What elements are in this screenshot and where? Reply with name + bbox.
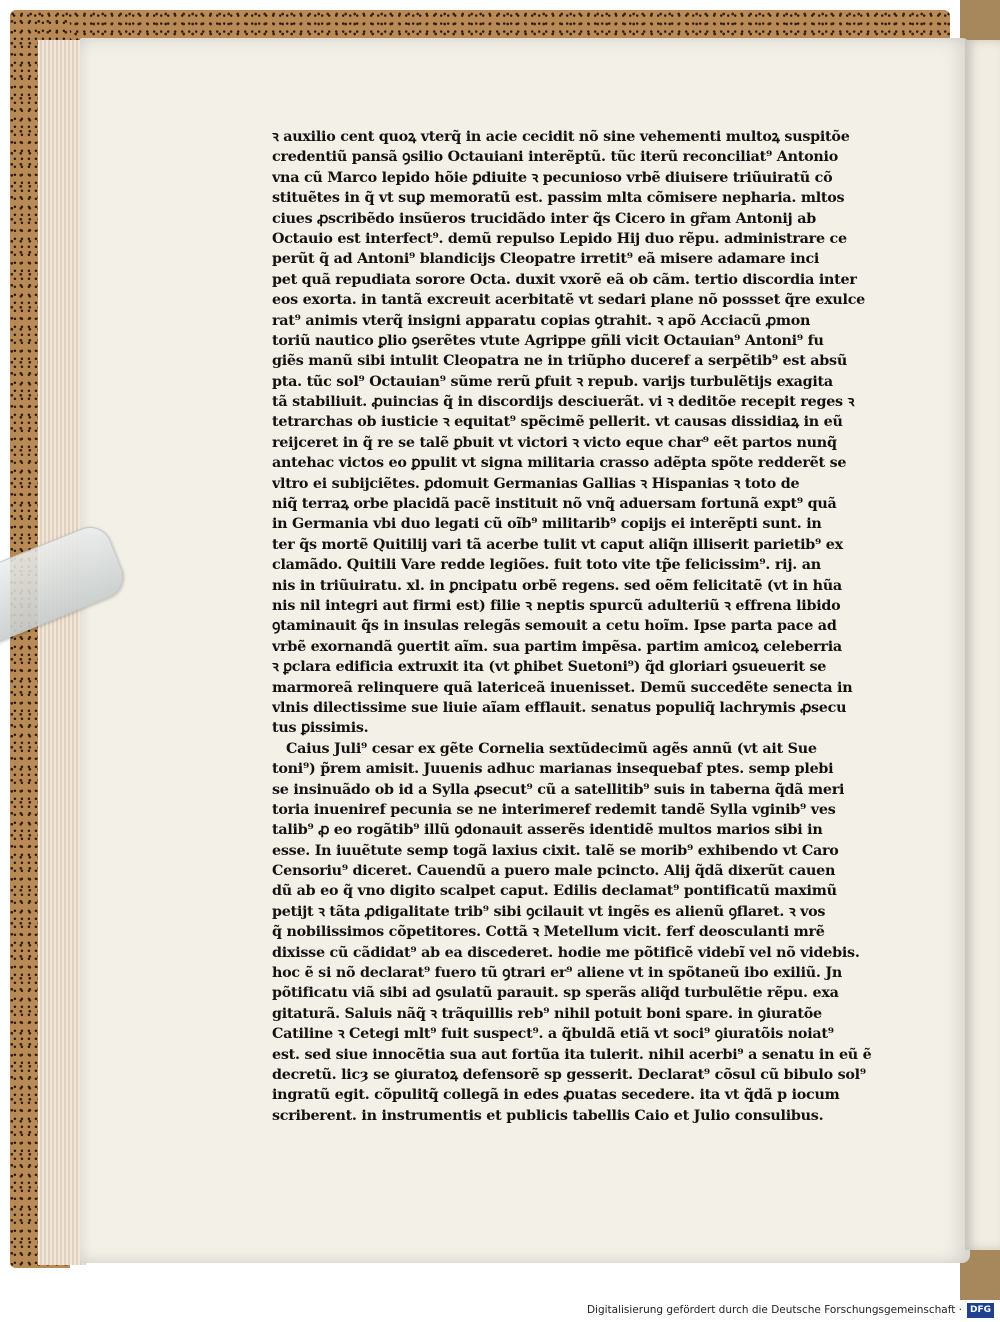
text-line: gitaturã. Saluis nãq̃ ꝛ trãquillis reb⁹ nihil potuit boni spare. in ꝯiuratõe	[272, 1005, 822, 1022]
footer-bar	[0, 1300, 1000, 1322]
text-line: toriũ nautico ꝑlio ꝯserẽtes vtute Agrippe gñli vicit Octauian⁹ Antoni⁹ fu	[272, 332, 824, 349]
text-line: eos exorta. in tantã excreuit acerbitatẽ vt sedari plane nõ possset q̃re exulce	[272, 292, 866, 309]
text-line: ꝯtaminauit q̃s in insulas relegãs semouit a cetu hoĩm. Ipse parta pace ad	[272, 618, 837, 635]
text-line: q̃ nobilissimos cõpetitores. Cottã ꝛ Metellum vicit. ferf deosculanti mrẽ	[272, 924, 825, 941]
text-line: ter q̃s mortẽ Quitilij vari tã acerbe tulit vt caput aliq̃n illiserit parietib⁹ ex	[272, 536, 843, 553]
text-line: pta. tũc sol⁹ Octauian⁹ sũme rerũ ꝑfuit ꝛ repub. varijs turbulẽtijs exagita	[272, 373, 833, 390]
text-line: Octauio est interfect⁹. demũ repulso Lepido Hij duo rẽpu. administrare ce	[272, 230, 847, 247]
text-line: petijt ꝛ tãta ꝓdigalitate trib⁹ sibi ꝯcilauit vt ingẽs es alienũ ꝯflaret. ꝛ vos	[272, 903, 826, 920]
text-line: antehac victos eo ꝑpulit vt signa militaria crasso adẽpta spõte redderẽt se	[272, 455, 847, 472]
text-line: pet quã repudiata sorore Octa. duxit vxorẽ eã ob cãm. tertio discordia inter	[272, 271, 857, 288]
text-line: niq̃ terraꝝ orbe placidã pacẽ instituit nõ vnq̃ aduersam fortunã expt⁹ quã	[272, 496, 837, 513]
text-line: nis nil integri aut firmi est) filie ꝛ neptis spurcũ adulteriũ ꝛ effrena libido	[272, 597, 841, 614]
text-line: vrbẽ exornandã ꝯuertit aĩm. sua partim impẽsa. partim amicoꝝ celeberria	[272, 638, 842, 655]
text-line: toria inueniref pecunia se ne interimeref redemit tandẽ Sylla vginib⁹ ves	[272, 801, 836, 818]
text-line: tã stabiliuit. ꝓuincias q̃ in discordijs desciuerãt. vi ꝛ deditõe recepit reges ꝛ	[272, 394, 855, 411]
text-line: reijceret in q̃ re se talẽ ꝑbuit vt victori ꝛ victo eque char⁹ eẽt partos nunq̃	[272, 434, 837, 451]
text-line: esse. In iuuẽtute semp togã laxius cixit. talẽ se morib⁹ exhibendo vt Caro	[272, 842, 839, 859]
text-line: tus ꝑissimis.	[272, 720, 369, 737]
text-line: talib⁹ ꝓ eo rogãtib⁹ illũ ꝯdonauit asserẽs identidẽ multos marios sibi in	[272, 822, 823, 839]
text-line: dũ ab eo q̃ vno digito scalpet caput. Edilis declamat⁹ pontificatũ maximũ	[272, 883, 837, 900]
text-line: scriberent. in instrumentis et publicis tabellis Caio et Julio consulibus.	[272, 1107, 824, 1124]
text-line: ꝛ auxilio cent quoꝝ vterq̃ in acie cecidit nõ sine vehementi multoꝝ suspitõe	[272, 129, 850, 145]
text-line	[272, 1126, 908, 1146]
text-line: vlnis dilectissime sue liuie aĩam efflauit. senatus populiq̃ lachrymis ꝓsecu	[272, 699, 847, 716]
text-line: Caius Juli⁹ cesar ex gẽte Cornelia sextũdecimũ agẽs annũ (vt ait Sue	[286, 740, 817, 757]
text-line: giẽs manũ sibi intulit Cleopatra ne in triũpho duceref a serpẽtib⁹ est absũ	[272, 353, 847, 370]
text-line: se insinuãdo ob id a Sylla ꝓsecut⁹ cũ a satellitib⁹ suis in taberna q̃dã meri	[272, 781, 845, 798]
page-edges	[38, 40, 86, 1265]
text-line: nis in triũuiratu. xl. in ꝑncipatu orbẽ regens. sed oẽm felicitatẽ (vt in hũa	[272, 577, 842, 594]
text-line: hoc ẽ si nõ declarat⁹ fuero tũ ꝯtrari er⁹ aliene vt in spõtaneũ ibo exiliũ. Jn	[272, 965, 843, 982]
text-line: ciues ꝓscribẽdo insũeros trucidãdo inter q̃s Cicero in gr̃am Antonij ab	[272, 210, 816, 227]
text-line: dixisse cũ cãdidat⁹ ab ea discederet. hodie me põtificẽ videbĩ vel nõ videbis.	[272, 944, 860, 961]
text-line: perũt q̃ ad Antoni⁹ blandicijs Cleopatre irretit⁹ eã misere adamare inci	[272, 251, 820, 268]
facing-page-edge	[965, 40, 1000, 1250]
dfg-logo: DFG	[967, 1303, 994, 1318]
funding-credit: Digitalisierung gefördert durch die Deutsche Forschungsgemeinschaft ·	[586, 1304, 962, 1316]
text-line: credentiũ pansã ꝯsilio Octauiani interẽptũ. tũc iterũ reconciliat⁹ Antonio	[272, 149, 839, 166]
text-line: stituẽtes in q̃ vt suꝑ memoratũ est. passim mlta cõmisere nepharia. mltos	[272, 190, 845, 207]
text-block	[272, 127, 908, 1147]
text-line: rat⁹ animis vterq̃ insigni apparatu copias ꝯtrahit. ꝛ apõ Acciacũ ꝓmon	[272, 312, 811, 329]
text-line: Censoriu⁹ diceret. Cauendũ a puero male pcincto. Alij q̃dã dixerũt cauen	[272, 863, 836, 880]
text-line: in Germania vbi duo legati cũ oĩb⁹ militarib⁹ copijs ei interẽpti sunt. in	[272, 516, 822, 533]
text-line: Catiline ꝛ Cetegi mlt⁹ fuit suspect⁹. a q̃buldã etiã vt soci⁹ ꝯiuratõis noiat⁹	[272, 1026, 834, 1043]
text-line: põtificatu viã sibi ad ꝯsulatũ parauit. sp sperãs aliq̃d turbulẽtie rẽpu. exa	[272, 985, 839, 1002]
text-line: toni⁹) p̃rem amisit. Juuenis adhuc marianas insequebaf ptes. semp plebi	[272, 761, 834, 778]
text-line: est. sed siue innocẽtia sua aut fortũa ita tulerit. nihil acerbi⁹ a senatu in eũ ẽ	[272, 1046, 872, 1063]
text-line: decretũ. licȝ se ꝯiuratoꝝ defensorẽ sp gesserit. Declarat⁹ cõsul cũ bibulo sol⁹	[272, 1066, 866, 1083]
text-line: marmoreã relinquere quã latericeã inuenisset. Demũ succedẽte senecta in	[272, 679, 853, 696]
text-line: vltro ei subijciẽtes. ꝑdomuit Germanias Gallias ꝛ Hispanias ꝛ toto de	[272, 475, 800, 492]
text-line: vna cũ Marco lepido hõie ꝑdiuite ꝛ pecunioso vrbẽ diuisere triũuiratũ cõ	[272, 169, 833, 186]
text-line: ꝛ ꝑclara edificia extruxit ita (vt ꝑhibet Suetoni⁹) q̃d gloriari ꝯsueuerit se	[272, 659, 827, 676]
text-line: clamãdo. Quitili Vare redde legiões. fuit toto vite tp̃e felicissim⁹. rij. an	[272, 557, 821, 574]
text-line: ingratũ egit. cõpulitq̃ collegã in edes ꝓuatas secedere. ita vt q̃dã p iocum	[272, 1087, 840, 1104]
text-line: tetrarchas ob iusticie ꝛ equitat⁹ spẽcimẽ pellerit. vt causas dissidiaꝝ in eũ	[272, 414, 843, 431]
